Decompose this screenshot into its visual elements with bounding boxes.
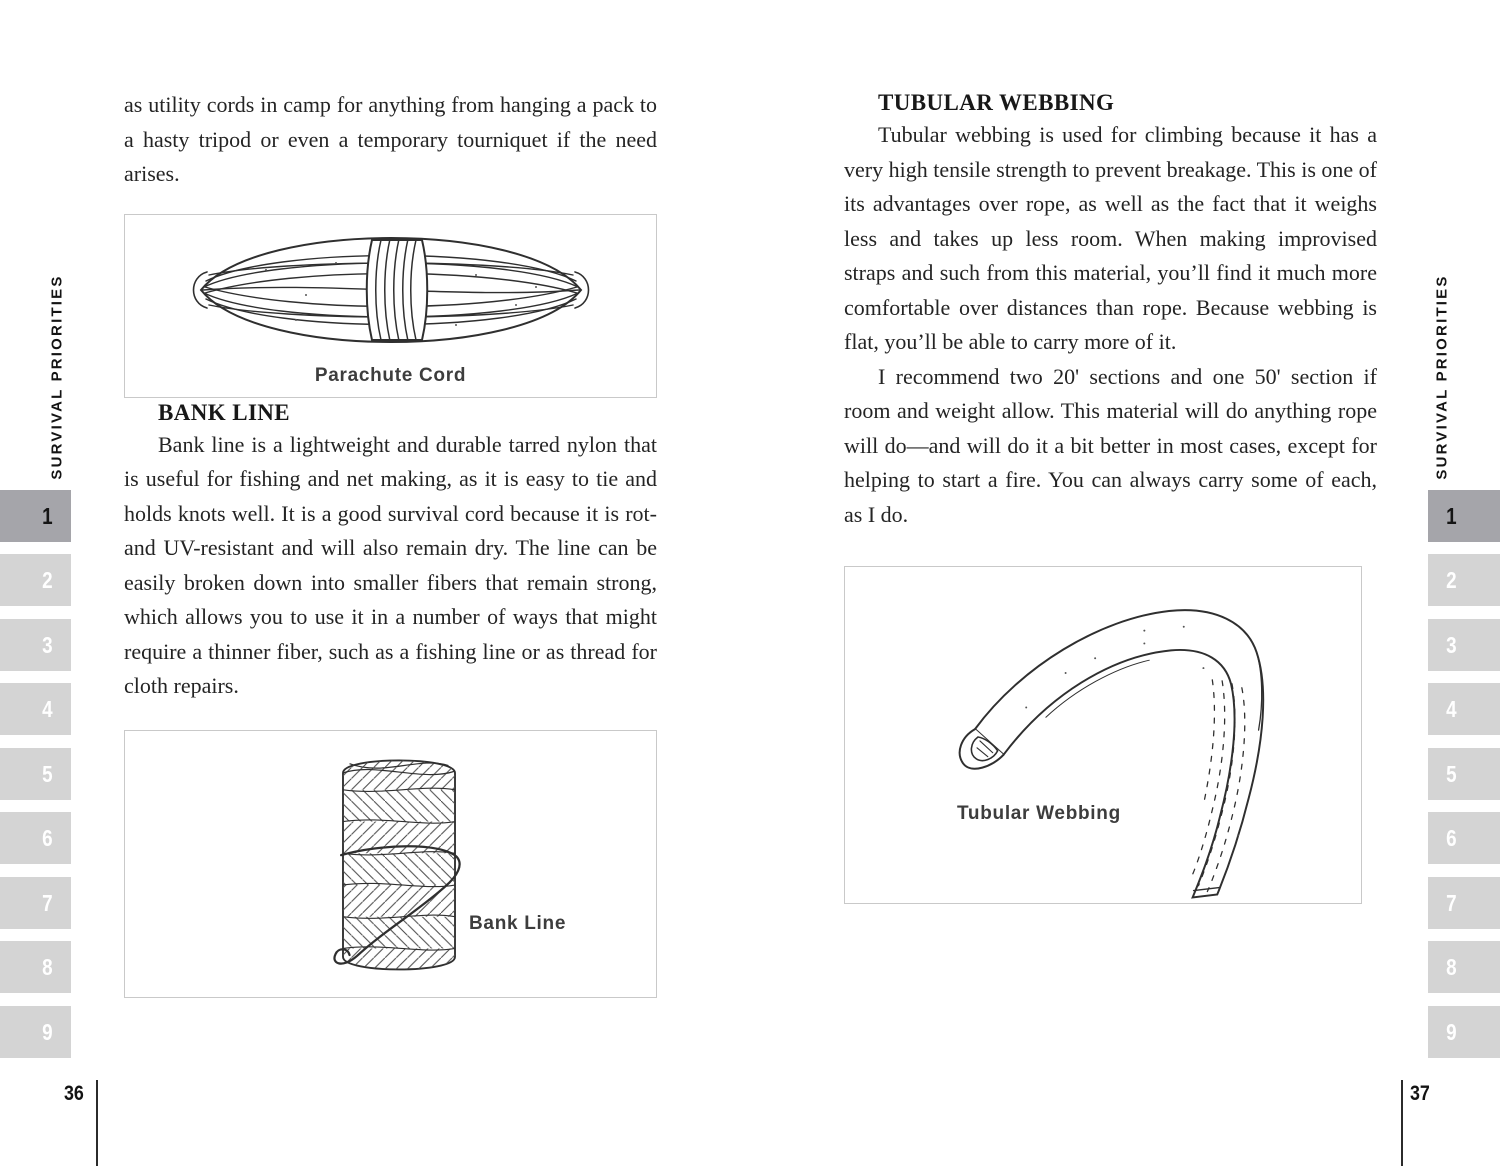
right-tab-6[interactable]: 6 [1428,812,1500,864]
left-tab-8[interactable]: 8 [0,941,71,993]
left-footer-rule [96,1080,98,1166]
tubular-webbing-figure [844,566,1362,904]
bank-line-illustration [329,745,469,983]
right-page-number: 37 [1410,1082,1430,1105]
tubular-webbing-paragraph-2: I recommend two 20' sections and one 50' section if room and weight allow. This material will do anything rope will do—and will do it a bit better in most cases, except for helping to start a fire. You can always carry some of each, as I do. [844,363,1377,527]
right-page-column [844,88,1377,904]
bank-line-caption: Bank Line [469,912,567,934]
tubular-webbing-illustration [849,569,1359,903]
left-tab-9[interactable]: 9 [0,1006,71,1058]
left-page-column [124,88,657,998]
bank-line-figure [124,730,657,998]
tubular-webbing-paragraph-1: Tubular webbing is used for climbing because it has a very high tensile strength to prevent breakage. This is one of its advantages over rope, as well as the fact that it weighs less and takes up less room. When making improvised straps and such from this material, you’ll find it much more comfortable over distances than rope. Because webbing is flat, you’ll be able to carry more of it. [844,122,1377,354]
tubular-webbing-heading: TUBULAR WEBBING [878,90,1115,115]
left-chapter-label: SURVIVAL PRIORITIES [48,274,66,480]
right-tab-9[interactable]: 9 [1428,1006,1500,1058]
right-footer-rule [1401,1080,1403,1166]
right-tab-7[interactable]: 7 [1428,877,1500,929]
left-tab-6[interactable]: 6 [0,812,71,864]
parachute-cord-figure [124,214,657,398]
right-tab-5[interactable]: 5 [1428,748,1500,800]
right-tab-8[interactable]: 8 [1428,941,1500,993]
left-tab-2[interactable]: 2 [0,554,71,606]
right-tab-2[interactable]: 2 [1428,554,1500,606]
left-tab-4[interactable]: 4 [0,683,71,735]
left-tab-7[interactable]: 7 [0,877,71,929]
right-tab-1[interactable]: 1 [1428,490,1500,542]
intro-paragraph: as utility cords in camp for anything from hanging a pack to a hasty tripod or even a temporary tourniquet if the need arises. [124,92,657,186]
bank-line-heading: BANK LINE [158,399,291,425]
right-tab-4[interactable]: 4 [1428,683,1500,735]
left-tab-3[interactable]: 3 [0,619,71,671]
parachute-cord-illustration [176,225,606,355]
left-page-number: 36 [64,1082,84,1105]
bank-line-paragraph: Bank line is a lightweight and durable tarred nylon that is useful for fishing and net making, as it is easy to tie and holds knots well. It is a good survival cord because it is rot- and UV-resistant and will also remain dry. The line can be easily broken down into smaller fibers that remain strong, which allows you to use it in a number of ways that might require a thinner fiber, such as a fishing line or as thread for cloth repairs. [124,431,657,698]
right-chapter-label: SURVIVAL PRIORITIES [1433,274,1451,480]
parachute-cord-caption: Parachute Cord [314,364,467,386]
right-tab-3[interactable]: 3 [1428,619,1500,671]
tubular-webbing-caption: Tubular Webbing [957,803,1121,824]
left-tab-5[interactable]: 5 [0,748,71,800]
left-tab-1[interactable]: 1 [0,490,71,542]
